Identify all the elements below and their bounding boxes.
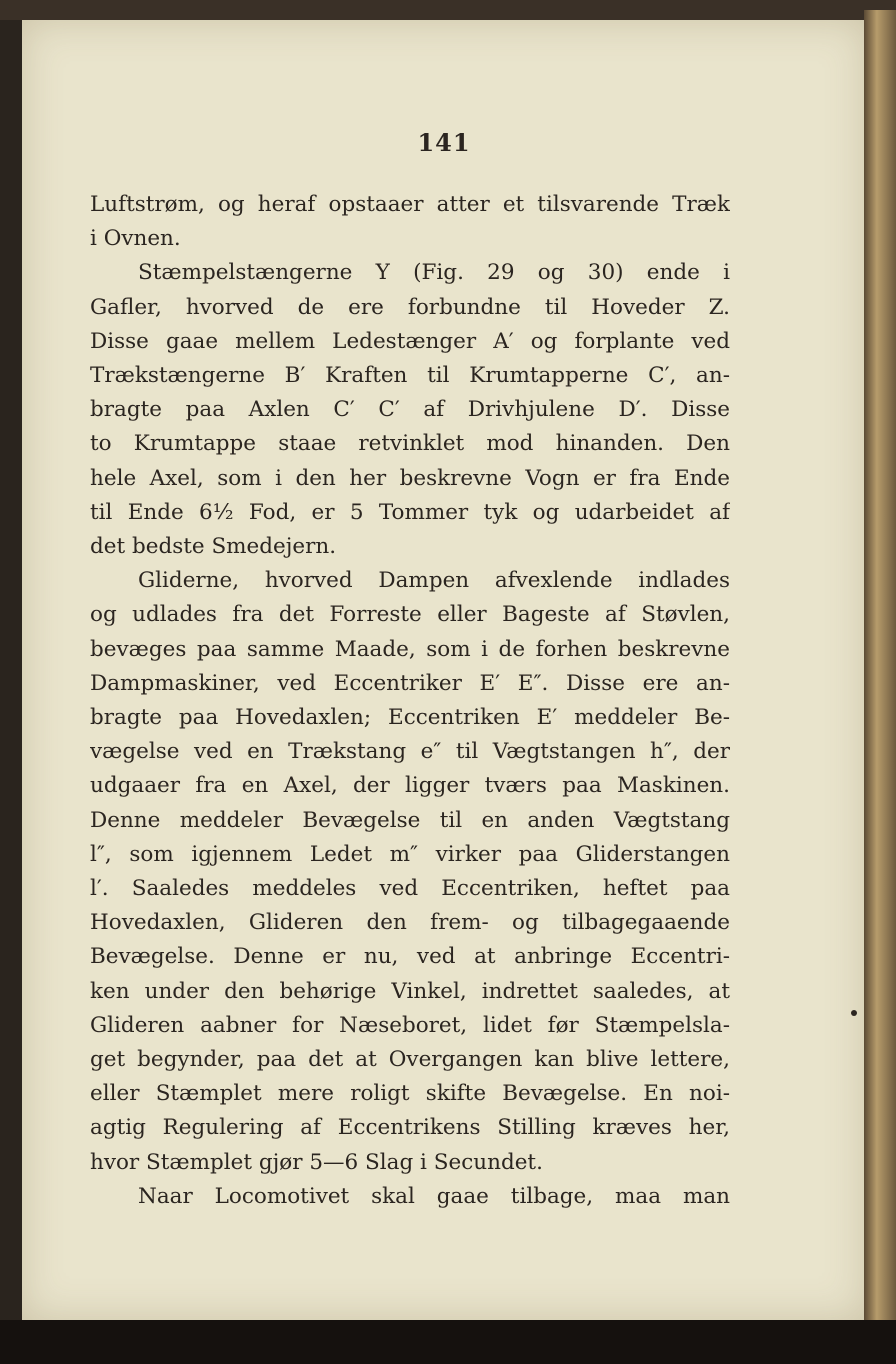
text-line: Gliderne, hvorved Dampen afvexlende indlades [138, 568, 730, 594]
text-line: til Ende 6½ Fod, er 5 Tommer tyk og udarbeidet af [90, 499, 730, 525]
text-line: Naar Locomotivet skal gaae tilbage, maa man [138, 1183, 730, 1209]
text-line: Glideren aabner for Næseboret, lidet før Stæmpelsla- [90, 1012, 730, 1038]
text-line: Gafler, hvorved de ere forbundne til Hoveder Z. [90, 294, 730, 320]
page-edge-right [864, 10, 896, 1364]
body-text [90, 188, 730, 1214]
text-line: bragte paa Axlen C′ C′ af Drivhjulene D′. Disse [90, 397, 730, 423]
text-line: bevæges paa samme Maade, som i de forhen beskrevne [90, 636, 730, 662]
text-line: det bedste Smedejern. [90, 534, 337, 560]
page-number: 141 [417, 128, 471, 157]
text-line: eller Stæmplet mere roligt skifte Bevægelse. En noi- [90, 1081, 730, 1107]
text-line: Bevægelse. Denne er nu, ved at anbringe Eccentri- [90, 944, 730, 970]
text-line: Disse gaae mellem Ledestænger A′ og forplante ved [90, 328, 730, 354]
text-line: udgaaer fra en Axel, der ligger tværs paa Maskinen. [90, 773, 730, 799]
text-line: hele Axel, som i den her beskrevne Vogn er fra Ende [90, 465, 730, 491]
bottom-binding-edge [0, 1320, 896, 1364]
text-line: vægelse ved en Trækstang e″ til Vægtstangen h″, der [90, 739, 730, 765]
text-line: to Krumtappe staae retvinklet mod hinanden. Den [90, 431, 730, 457]
text-line: agtig Regulering af Eccentrikens Stilling kræves her, [90, 1115, 730, 1141]
text-line: Stæmpelstængerne Y (Fig. 29 og 30) ende i [138, 260, 730, 286]
text-line: Luftstrøm, og heraf opstaaer atter et tilsvarende Træk [90, 192, 730, 217]
book-page [22, 20, 866, 1320]
text-line: ken under den behørige Vinkel, indrettet saaledes, at [90, 978, 730, 1004]
text-line: i Ovnen. [90, 226, 181, 252]
text-line: Hovedaxlen, Glideren den frem- og tilbagegaaende [90, 910, 730, 936]
text-line: hvor Stæmplet gjør 5—6 Slag i Secundet. [90, 1149, 543, 1175]
text-line: Trækstængerne B′ Kraften til Krumtapperne C′, an- [90, 363, 730, 389]
text-line: Dampmaskiner, ved Eccentriker E′ E″. Disse ere an- [90, 670, 730, 696]
text-line: Denne meddeler Bevægelse til en anden Vægtstang [90, 807, 730, 833]
text-line: l″, som igjennem Ledet m″ virker paa Gliderstangen [90, 841, 730, 867]
text-line: bragte paa Hovedaxlen; Eccentriken E′ meddeler Be- [90, 705, 730, 731]
text-line: l′. Saaledes meddeles ved Eccentriken, heftet paa [90, 876, 730, 902]
ink-dot [851, 1010, 857, 1016]
top-binding-edge [0, 0, 896, 20]
text-line: og udlades fra det Forreste eller Bageste af Støvlen, [90, 602, 730, 628]
text-line: get begynder, paa det at Overgangen kan blive lettere, [90, 1047, 730, 1073]
